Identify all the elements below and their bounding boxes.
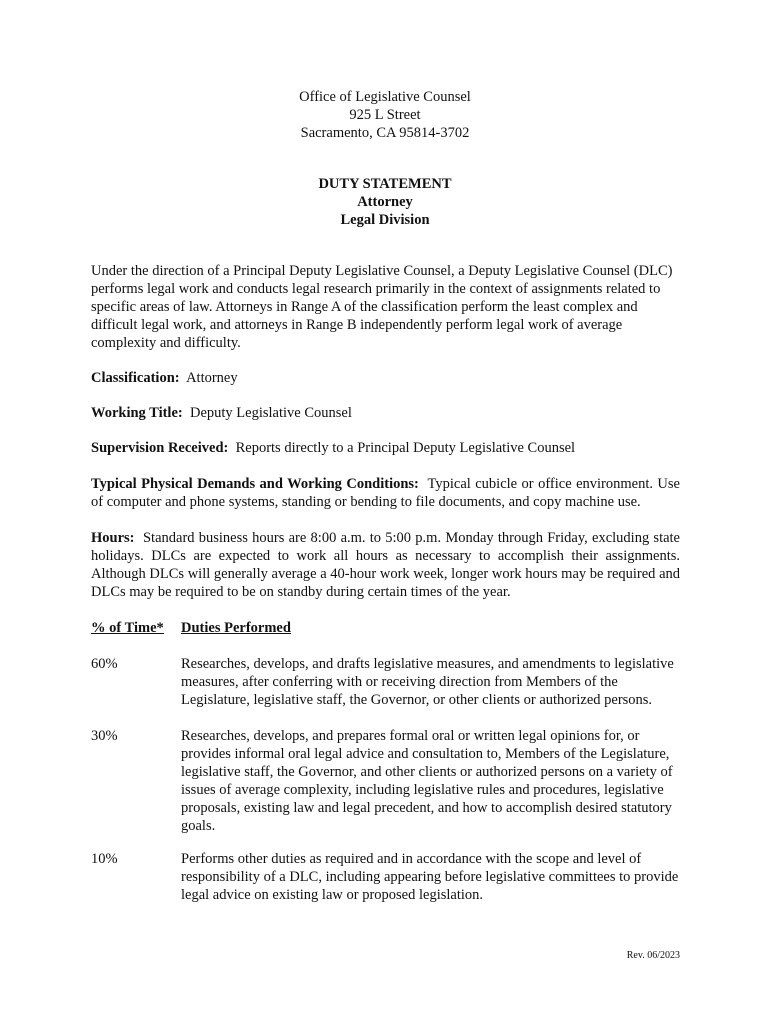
office-name: Office of Legislative Counsel (299, 89, 471, 105)
intro-paragraph: Under the direction of a Principal Deputy Legislative Counsel, a Deputy Legislative Counsel (DLC) performs legal work and conducts legal research primarily in the context of assignments related to specific areas of law. Attorneys in Range A of the classification perform the least complex and difficult legal work, and attorneys in Range B independently perform legal work of average complexity and difficulty. (91, 263, 673, 351)
working-title-line (91, 404, 680, 422)
working-title-label: Working Title: (91, 405, 183, 421)
physical-demands-label: Typical Physical Demands and Working Conditions: (91, 476, 419, 492)
street-address: 925 L Street (349, 107, 421, 123)
supervision-value: Reports directly to a Principal Deputy Legislative Counsel (235, 440, 576, 456)
duty-percent: 30% (91, 728, 118, 744)
duty-description: Researches, develops, and prepares formal oral or written legal opinions for, or provides informal oral legal advice and consultation to, Members of the Legislature, legislative staff, the Governor, and other clients or authorized persons on a variety of issues of average complexity, including legislative rules and procedures, legislative proposals, existing law and legal precedent, and how to accomplish desired statutory goals. (181, 728, 673, 834)
working-title-value: Deputy Legislative Counsel (189, 405, 352, 421)
hours-paragraph (91, 529, 680, 601)
duty-percent: 10% (91, 851, 118, 867)
physical-demands-value: Typical cubicle or office environment. Use of computer and phone systems, standing or bending to file documents, and copy machine use. (91, 476, 680, 510)
hours-value: Standard business hours are 8:00 a.m. to 5:00 p.m. Monday through Friday, excluding state holidays. DLCs are expected to work all hours as necessary to accomplish their assignments. Although DLCs will generally average a 40-hour work week, longer work hours may be required and DLCs may be required to be on standby during certain times of the year. (91, 530, 680, 600)
classification-label: Classification: (91, 370, 180, 386)
duty-description: Researches, develops, and drafts legislative measures, and amendments to legislative measures, after conferring with or receiving direction from Members of the Legislature, legislative staff, the Governor, or other clients or authorized persons. (181, 656, 674, 708)
hours-label: Hours: (91, 530, 135, 546)
supervision-label: Supervision Received: (91, 440, 229, 456)
classification-value: Attorney (186, 370, 238, 386)
division-name: Legal Division (340, 212, 430, 228)
duty-description: Performs other duties as required and in accordance with the scope and level of responsibility of a DLC, including appearing before legislative committees to provide legal advice on existing law or proposed legislation. (181, 851, 679, 903)
revision-date: Rev. 06/2023 (626, 950, 680, 961)
city-state-zip: Sacramento, CA 95814-3702 (300, 125, 470, 141)
duties-performed-header: Duties Performed (181, 620, 291, 636)
office-address-header (0, 88, 770, 142)
document-title-block (0, 175, 770, 229)
classification-line (91, 369, 680, 387)
supervision-line (91, 439, 680, 457)
document-title: DUTY STATEMENT (318, 176, 452, 192)
duty-percent: 60% (91, 656, 118, 672)
physical-demands-paragraph (91, 475, 680, 511)
percent-of-time-header: % of Time* (91, 620, 164, 636)
position-title: Attorney (357, 194, 413, 210)
